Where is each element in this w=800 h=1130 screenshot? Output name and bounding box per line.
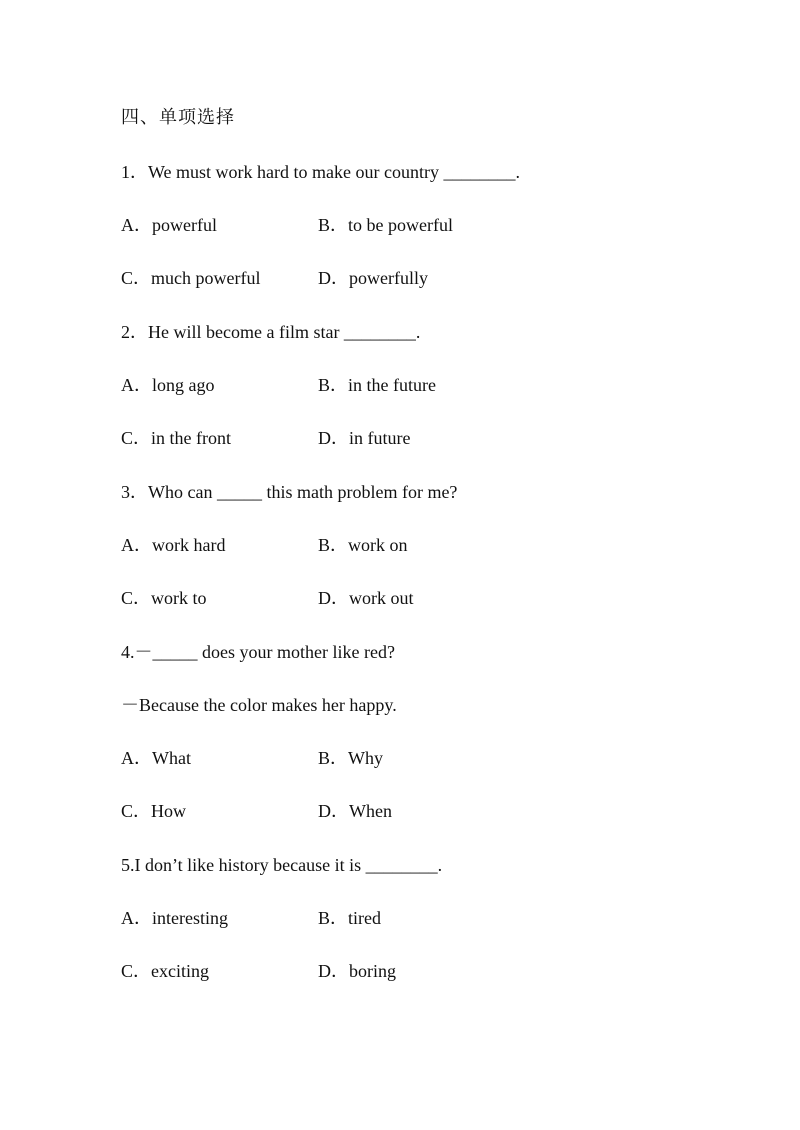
question-1-stem: 1．We must work hard to make our country ________. bbox=[121, 162, 520, 182]
question-3-option-b: B．work on bbox=[318, 535, 408, 555]
question-2-option-b: B．in the future bbox=[318, 375, 436, 395]
question-5-option-c: C．exciting bbox=[121, 961, 209, 981]
question-3-option-c: C．work to bbox=[121, 588, 207, 608]
question-1-option-d: D．powerfully bbox=[318, 268, 428, 288]
question-2-stem: 2．He will become a film star ________. bbox=[121, 322, 421, 342]
question-2-option-c: C．in the front bbox=[121, 428, 231, 448]
question-3-option-a: A．work hard bbox=[121, 535, 226, 555]
question-5-stem: 5.I don’t like history because it is ________. bbox=[121, 855, 443, 875]
question-5-option-b: B．tired bbox=[318, 908, 381, 928]
question-5-option-a: A．interesting bbox=[121, 908, 228, 928]
question-4-option-b: B．Why bbox=[318, 748, 383, 768]
question-1-option-c: C．much powerful bbox=[121, 268, 261, 288]
question-2-option-d: D．in future bbox=[318, 428, 411, 448]
question-1-option-b: B．to be powerful bbox=[318, 215, 453, 235]
question-2-option-a: A．long ago bbox=[121, 375, 215, 395]
question-3-option-d: D．work out bbox=[318, 588, 414, 608]
question-4-stem-line2: －Because the color makes her happy. bbox=[121, 695, 397, 715]
question-3-stem: 3．Who can _____ this math problem for me? bbox=[121, 482, 458, 502]
question-5-option-d: D．boring bbox=[318, 961, 396, 981]
question-4-option-a: A．What bbox=[121, 748, 191, 768]
section-title: 四、单项选择 bbox=[121, 107, 235, 128]
question-4-stem: 4.－_____ does your mother like red? bbox=[121, 642, 395, 662]
question-1-option-a: A．powerful bbox=[121, 215, 217, 235]
question-4-option-c: C．How bbox=[121, 801, 187, 821]
question-4-option-d: D．When bbox=[318, 801, 392, 821]
